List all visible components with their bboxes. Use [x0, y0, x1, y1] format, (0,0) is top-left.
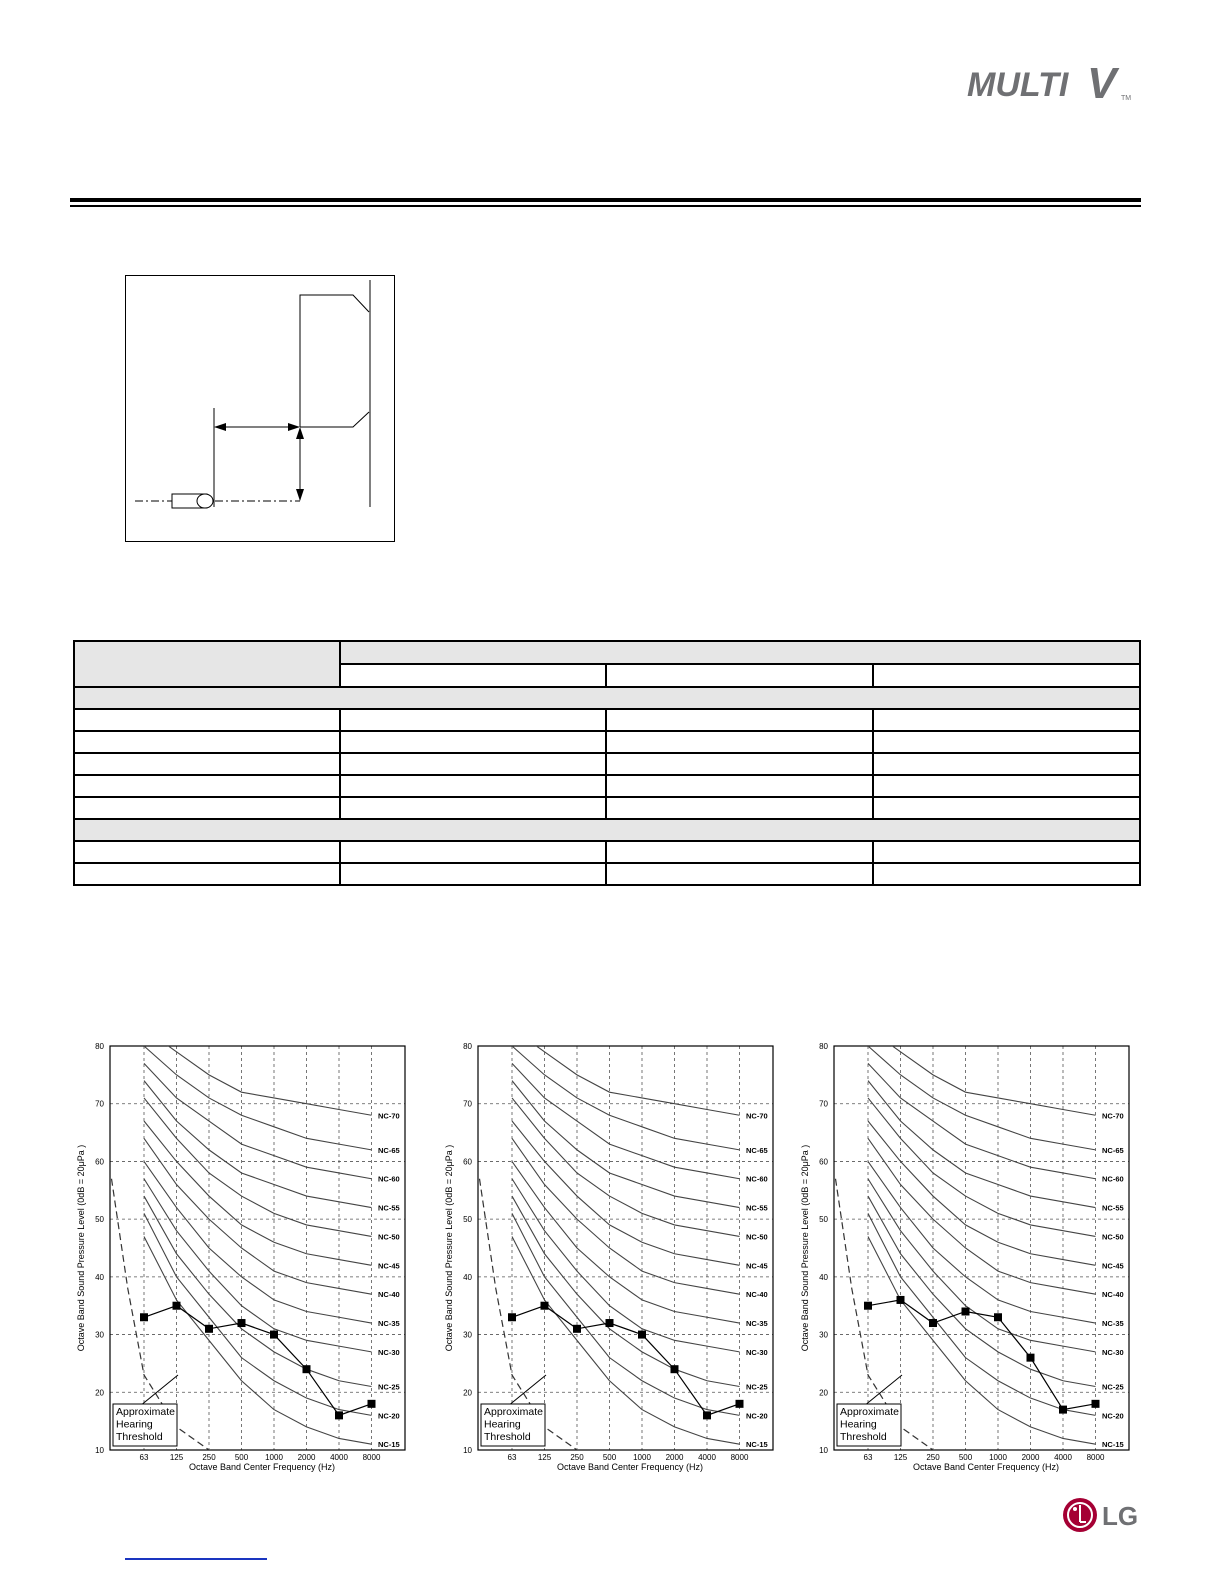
nc-curve [144, 1046, 372, 1150]
nc-chart-2 [440, 1038, 785, 1480]
y-tick-label: 20 [819, 1388, 828, 1398]
y-tick-label: 70 [819, 1099, 828, 1109]
data-point [638, 1331, 646, 1339]
x-tick-label: 250 [202, 1453, 216, 1462]
data-point [573, 1325, 581, 1333]
table-row [74, 863, 1140, 885]
x-axis-label: Octave Band Center Frequency (Hz) [556, 1462, 704, 1472]
y-tick-label: 50 [819, 1215, 828, 1225]
nc-curve-label: NC-55 [378, 1203, 400, 1213]
threshold-label-text: Approximate [484, 1406, 543, 1418]
x-tick-label: 500 [602, 1453, 617, 1462]
data-point [703, 1411, 711, 1419]
nc-curves [512, 1038, 740, 1444]
measured-series-line [512, 1306, 740, 1416]
nc-curve [512, 1046, 740, 1150]
nc-curve-label: NC-35 [1102, 1319, 1124, 1329]
table-row [74, 841, 1140, 863]
header-rule-thick [70, 198, 1141, 202]
nc-curve-label: NC-15 [378, 1440, 400, 1450]
table-row [74, 731, 1140, 753]
nc-curve-label: NC-40 [1102, 1290, 1124, 1300]
nc-curve-label: NC-25 [378, 1382, 400, 1392]
data-point [606, 1319, 614, 1327]
nc-curve-label: NC-15 [746, 1440, 768, 1450]
x-tick-label: 4000 [1054, 1453, 1072, 1462]
y-tick-label: 50 [463, 1215, 472, 1225]
y-tick-label: 70 [95, 1099, 104, 1109]
nc-curve-label: NC-60 [378, 1174, 400, 1184]
logo-tm: TM [1121, 95, 1132, 102]
x-tick-label: 125 [169, 1453, 184, 1462]
table-section-row [74, 687, 1140, 709]
nc-curve-label: NC-45 [378, 1261, 400, 1271]
data-point [238, 1319, 246, 1327]
threshold-label-text: Hearing [484, 1418, 521, 1431]
table-header-cell [873, 664, 1141, 687]
table-row [74, 753, 1140, 775]
threshold-label-text: Hearing [840, 1418, 877, 1431]
y-tick-label: 30 [95, 1330, 104, 1340]
nc-chart-3 [796, 1038, 1141, 1480]
measurement-diagram [125, 275, 395, 542]
data-point [671, 1365, 679, 1373]
threshold-label-text: Hearing [116, 1418, 153, 1431]
nc-curve-label: NC-30 [746, 1347, 768, 1357]
data-point [736, 1400, 744, 1408]
x-tick-label: 1000 [989, 1453, 1007, 1462]
nc-curve-label: NC-25 [746, 1382, 768, 1392]
x-axis-label: Octave Band Center Frequency (Hz) [912, 1462, 1060, 1472]
x-tick-label: 250 [926, 1453, 940, 1462]
nc-curve-label: NC-35 [746, 1319, 768, 1329]
data-point [368, 1400, 376, 1408]
nc-curve-label: NC-40 [746, 1290, 768, 1300]
plot-frame [110, 1046, 405, 1450]
footer-link-underline[interactable] [125, 1558, 267, 1560]
y-tick-label: 50 [95, 1215, 104, 1225]
nc-curve-label: NC-40 [378, 1290, 400, 1300]
data-point [1092, 1400, 1100, 1408]
x-tick-label: 63 [507, 1453, 517, 1462]
table-header-cell [340, 664, 607, 687]
table-header-row [74, 641, 1140, 664]
data-point [335, 1411, 343, 1419]
plot-frame [834, 1046, 1129, 1450]
data-point [303, 1365, 311, 1373]
nc-curve-label: NC-20 [746, 1411, 768, 1421]
x-tick-label: 500 [958, 1453, 973, 1462]
nc-curve [144, 1098, 372, 1237]
data-point [1059, 1406, 1067, 1414]
nc-curve-label: NC-65 [746, 1145, 768, 1155]
x-tick-label: 250 [570, 1453, 584, 1462]
y-tick-label: 10 [95, 1446, 104, 1455]
data-point [205, 1325, 213, 1333]
x-tick-label: 8000 [362, 1453, 381, 1462]
nc-curve-label: NC-25 [1102, 1382, 1124, 1392]
nc-curve [512, 1121, 740, 1265]
threshold-label-text: Approximate [116, 1406, 175, 1418]
threshold-label-text: Approximate [840, 1406, 899, 1418]
nc-chart-1 [72, 1038, 417, 1480]
nc-curves [144, 1038, 372, 1444]
nc-curve-label: NC-45 [1102, 1261, 1124, 1271]
x-tick-label: 1000 [265, 1453, 283, 1462]
data-point [994, 1313, 1002, 1321]
table-header-cell [74, 641, 340, 687]
nc-curve-label: NC-50 [746, 1232, 768, 1242]
nc-curve-label: NC-70 [1102, 1111, 1124, 1121]
x-tick-label: 8000 [730, 1453, 749, 1462]
y-tick-label: 40 [819, 1272, 828, 1282]
y-axis-label: Octave Band Sound Pressure Level (0dB = 20μPa ) [800, 1144, 810, 1352]
nc-curve-label: NC-30 [1102, 1347, 1124, 1357]
nc-curve-label: NC-20 [378, 1411, 400, 1421]
nc-curve-label: NC-45 [746, 1261, 768, 1271]
nc-curve-label: NC-30 [378, 1347, 400, 1357]
x-axis-label: Octave Band Center Frequency (Hz) [188, 1462, 336, 1472]
nc-curve-label: NC-65 [1102, 1145, 1124, 1155]
table-header-cell [606, 664, 873, 687]
nc-curve [868, 1121, 1096, 1265]
nc-curve-label: NC-70 [746, 1111, 768, 1121]
measured-series-line [868, 1300, 1096, 1410]
x-tick-label: 125 [537, 1453, 552, 1462]
plot-frame [478, 1046, 773, 1450]
lg-logo-text: LG [1102, 1501, 1139, 1531]
nc-curve-label: NC-20 [1102, 1411, 1124, 1421]
x-tick-label: 4000 [330, 1453, 348, 1462]
x-tick-label: 2000 [665, 1453, 684, 1462]
nc-curve-label: NC-50 [1102, 1232, 1124, 1242]
measured-series-line [144, 1306, 372, 1416]
x-tick-label: 1000 [633, 1453, 651, 1462]
x-tick-label: 63 [139, 1453, 149, 1462]
nc-curve [512, 1196, 740, 1386]
logo-mark: V [1087, 60, 1117, 106]
threshold-leader [140, 1375, 178, 1406]
table-section-row [74, 819, 1140, 841]
nc-curve-label: NC-15 [1102, 1440, 1124, 1450]
y-tick-label: 30 [819, 1330, 828, 1340]
y-tick-label: 30 [463, 1330, 472, 1340]
y-tick-label: 10 [819, 1446, 828, 1455]
y-axis-label: Octave Band Sound Pressure Level (0dB = 20μPa ) [444, 1144, 454, 1352]
x-tick-label: 8000 [1086, 1453, 1105, 1462]
y-tick-label: 80 [819, 1042, 828, 1051]
data-point [541, 1302, 549, 1310]
y-tick-label: 60 [819, 1157, 828, 1167]
multi-v-logo [965, 60, 1145, 106]
logo-text: MULTI [967, 66, 1069, 104]
nc-curve-label: NC-65 [378, 1145, 400, 1155]
nc-curve [868, 1046, 1096, 1150]
x-tick-label: 2000 [1021, 1453, 1040, 1462]
threshold-label-text: Threshold [484, 1431, 531, 1443]
data-point [140, 1313, 148, 1321]
nc-curve [868, 1098, 1096, 1237]
y-tick-label: 20 [463, 1388, 472, 1398]
nc-curve-label: NC-35 [378, 1319, 400, 1329]
y-tick-label: 70 [463, 1099, 472, 1109]
nc-curve [144, 1196, 372, 1386]
y-tick-label: 80 [95, 1042, 104, 1051]
y-tick-label: 80 [463, 1042, 472, 1051]
nc-curve-label: NC-55 [1102, 1203, 1124, 1213]
data-point [173, 1302, 181, 1310]
nc-curve-label: NC-50 [378, 1232, 400, 1242]
x-tick-label: 4000 [698, 1453, 716, 1462]
nc-curve-label: NC-55 [746, 1203, 768, 1213]
nc-curve-label: NC-60 [1102, 1174, 1124, 1184]
nc-curve [868, 1196, 1096, 1386]
y-tick-label: 40 [95, 1272, 104, 1282]
data-point [929, 1319, 937, 1327]
data-point [897, 1296, 905, 1304]
threshold-leader [864, 1375, 902, 1406]
lg-logo [1062, 1495, 1146, 1535]
table-header-cell [340, 641, 1141, 664]
threshold-label-text: Threshold [840, 1431, 887, 1443]
nc-curves [868, 1038, 1096, 1444]
nc-curve [144, 1121, 372, 1265]
table-row [74, 709, 1140, 731]
y-tick-label: 60 [95, 1157, 104, 1167]
y-tick-label: 10 [463, 1446, 472, 1455]
y-tick-label: 40 [463, 1272, 472, 1282]
y-axis-label: Octave Band Sound Pressure Level (0dB = 20μPa ) [76, 1144, 86, 1352]
table-row [74, 775, 1140, 797]
threshold-leader [508, 1375, 546, 1406]
nc-curve-label: NC-70 [378, 1111, 400, 1121]
nc-curve [512, 1213, 740, 1415]
x-tick-label: 125 [893, 1453, 908, 1462]
y-tick-label: 20 [95, 1388, 104, 1398]
x-tick-label: 63 [863, 1453, 873, 1462]
sound-data-table [73, 640, 1141, 886]
data-point [962, 1307, 970, 1315]
nc-curve [144, 1213, 372, 1415]
nc-curve-label: NC-60 [746, 1174, 768, 1184]
data-point [270, 1331, 278, 1339]
y-tick-label: 60 [463, 1157, 472, 1167]
threshold-label-text: Threshold [116, 1431, 163, 1443]
data-point [508, 1313, 516, 1321]
table-row [74, 797, 1140, 819]
header-rule-thin [70, 205, 1141, 207]
data-point [1027, 1354, 1035, 1362]
data-point [864, 1302, 872, 1310]
nc-curve [512, 1098, 740, 1237]
x-tick-label: 500 [234, 1453, 249, 1462]
x-tick-label: 2000 [297, 1453, 316, 1462]
